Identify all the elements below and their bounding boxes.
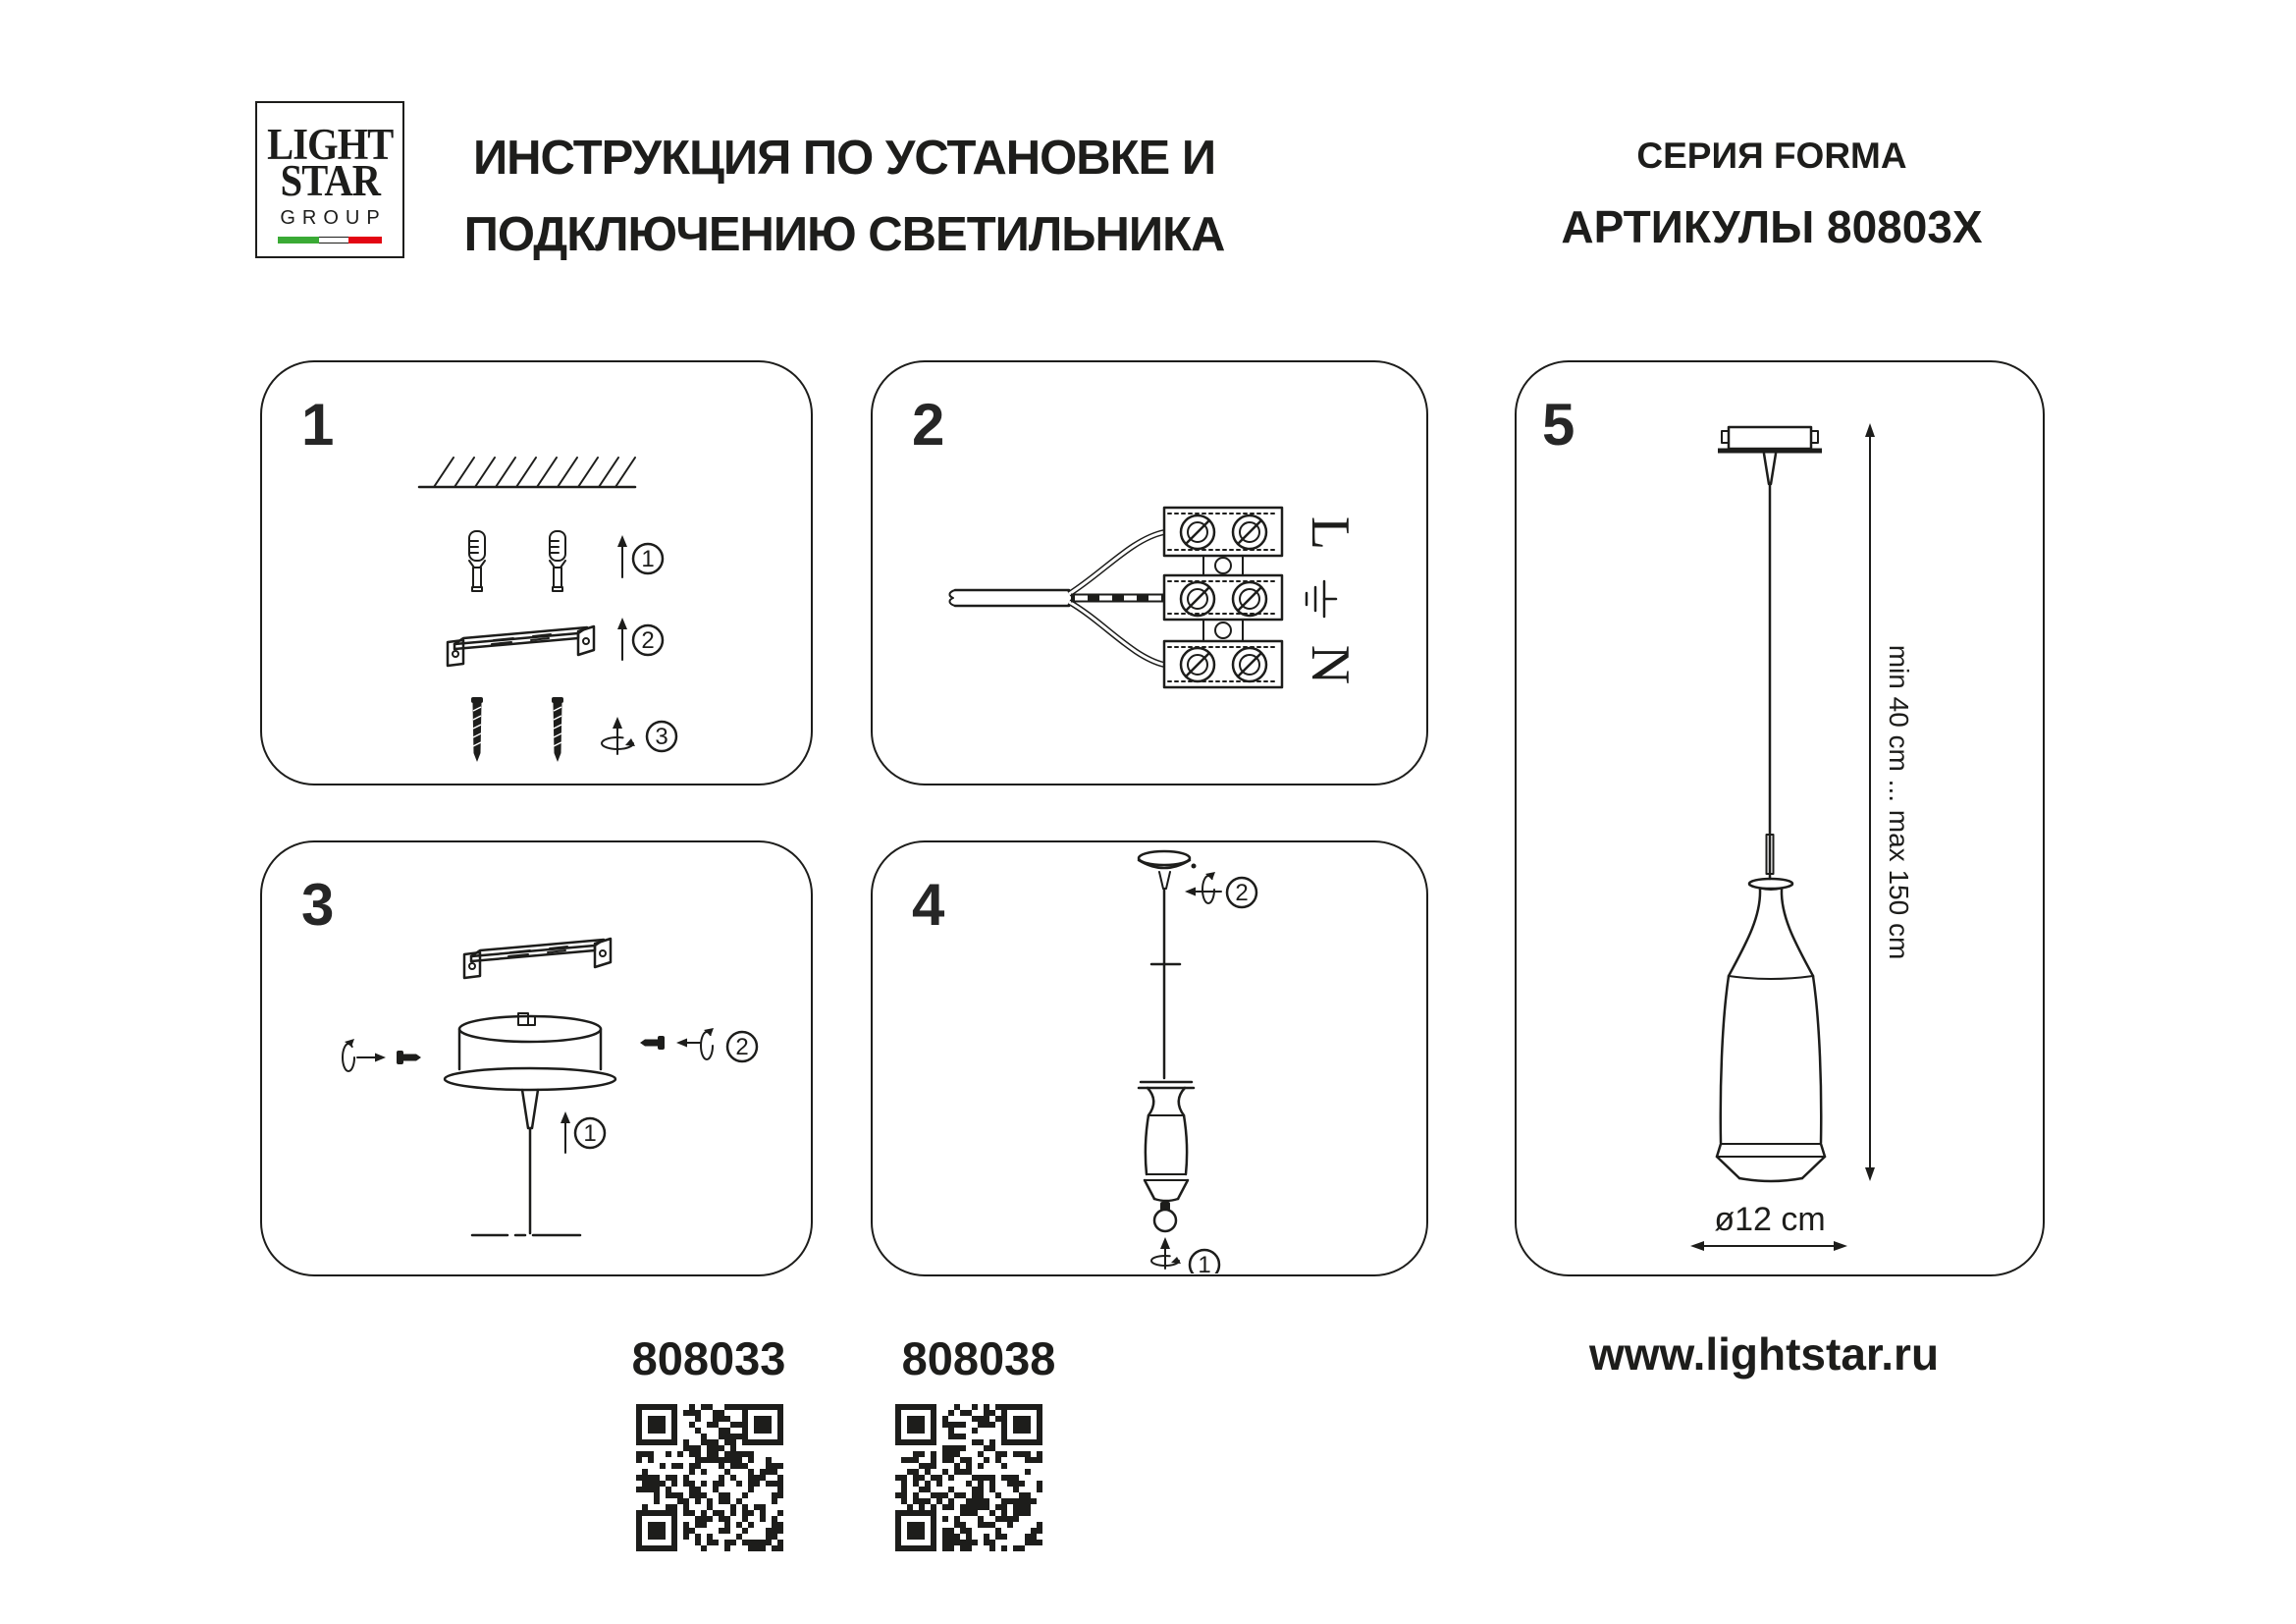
step-number: 3 xyxy=(301,872,335,938)
up-arrow-icon xyxy=(561,1111,570,1153)
step1-drawing xyxy=(262,362,810,783)
ceiling-canopy xyxy=(1139,851,1197,889)
website-url: www.lightstar.ru xyxy=(1588,1328,1940,1380)
title-line-2: ПОДКЛЮЧЕНИЮ СВЕТИЛЬНИКА xyxy=(463,208,1225,261)
rotate-arrow-icon xyxy=(1185,872,1221,903)
series-block xyxy=(1522,135,2022,253)
articles-name: АРТИКУЛЫ 80803X xyxy=(1561,201,1983,252)
step-number: 1 xyxy=(301,392,335,458)
badge-2-label: 2 xyxy=(641,627,655,654)
screw-icon xyxy=(552,697,563,762)
diameter-label: ø12 cm xyxy=(1714,1201,1826,1238)
supply-cable xyxy=(949,532,1164,665)
flag-green-segment xyxy=(278,237,319,244)
step-number: 5 xyxy=(1542,392,1575,458)
step-number: 2 xyxy=(912,392,945,458)
badge-1-label: 1 xyxy=(583,1120,597,1147)
terminal-label-neutral: N xyxy=(1300,644,1361,685)
lamp-shade xyxy=(1139,1082,1194,1201)
article-number-right: 808038 xyxy=(901,1332,1056,1384)
badge-1-label: 1 xyxy=(1198,1252,1211,1273)
up-arrow-icon xyxy=(617,618,627,660)
step5-drawing xyxy=(1517,362,2042,1273)
panel-step-5 xyxy=(1515,360,2045,1276)
screw-icon xyxy=(397,1051,421,1064)
earth-symbol-icon xyxy=(1307,581,1336,617)
screw-icon xyxy=(471,697,483,762)
logo-word-light: LIGHT xyxy=(266,120,394,169)
article-number-left: 808033 xyxy=(631,1332,786,1384)
step-badge xyxy=(575,1118,605,1148)
title-line-1: ИНСТРУКЦИЯ ПО УСТАНОВКЕ И xyxy=(472,132,1216,185)
ceiling-canopy xyxy=(1718,427,1822,484)
badge-3-label: 3 xyxy=(655,724,668,750)
wall-anchor-icon xyxy=(469,531,485,591)
badge-2-label: 2 xyxy=(1235,880,1249,906)
height-range-label: min 40 cm ... max 150 cm xyxy=(1884,644,1914,960)
panel-step-3 xyxy=(260,840,813,1276)
logo-word-group: GROUP xyxy=(280,207,387,229)
qr-code-left xyxy=(636,1404,783,1551)
series-name: СЕРИЯ FORMA xyxy=(1636,135,1907,176)
badge-1-label: 1 xyxy=(641,546,655,572)
rotate-arrow-icon xyxy=(676,1028,714,1059)
panel-step-2 xyxy=(871,360,1428,785)
lightstar-logo xyxy=(255,101,404,258)
step-badge xyxy=(633,625,663,655)
terminal-screw-icon xyxy=(1181,515,1266,681)
step-badge xyxy=(1190,1250,1219,1273)
mounting-bracket-icon xyxy=(464,939,611,978)
ceiling-hatch xyxy=(419,458,635,487)
italian-flag-icon xyxy=(278,237,382,244)
page-title xyxy=(422,120,1266,273)
terminal-block xyxy=(1164,508,1282,687)
mounting-bracket-icon xyxy=(448,626,594,666)
flag-white-segment xyxy=(319,237,348,244)
panel-step-4 xyxy=(871,840,1428,1276)
step-badge xyxy=(1227,878,1256,907)
step-badge xyxy=(727,1032,757,1061)
lamp-shade xyxy=(1717,879,1825,1181)
screw-icon xyxy=(640,1036,665,1050)
step-badge xyxy=(647,722,676,751)
logo-word-star: STAR xyxy=(280,156,380,205)
step-badge xyxy=(633,544,663,573)
light-bulb-icon xyxy=(1154,1202,1176,1231)
terminal-label-live: L xyxy=(1300,515,1361,551)
flag-red-segment xyxy=(348,237,382,244)
diameter-dimension-arrow xyxy=(1690,1241,1847,1251)
rotate-arrow-icon xyxy=(1151,1237,1181,1269)
height-dimension-arrow xyxy=(1865,423,1875,1181)
panel-step-1 xyxy=(260,360,813,785)
rotate-arrow-icon xyxy=(602,717,635,754)
step-number: 4 xyxy=(912,872,945,938)
qr-code-right xyxy=(895,1404,1042,1551)
step2-drawing xyxy=(873,362,1425,783)
rotate-arrow-icon xyxy=(343,1039,386,1071)
up-arrow-icon xyxy=(617,535,627,577)
badge-2-label: 2 xyxy=(735,1034,749,1060)
wall-anchor-icon xyxy=(550,531,565,591)
step4-drawing xyxy=(873,842,1425,1273)
step3-drawing xyxy=(262,842,810,1273)
